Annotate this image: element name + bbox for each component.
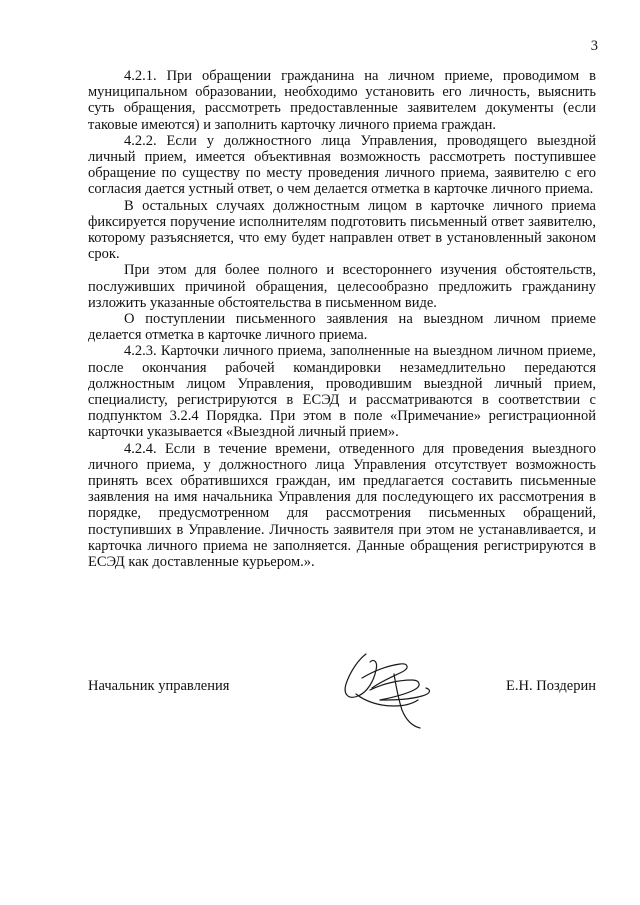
page-number: 3	[590, 38, 598, 54]
signatory-position: Начальник управления	[88, 678, 230, 694]
paragraph-4-2-1: 4.2.1. При обращении гражданина на личном приеме, проводимом в муниципальном образовании, необходимо установить его личность, выяснить суть обращения, рассмотреть предоставленные заявителем документы (если таковые имеются) и заполнить карточку личного приема граждан.	[88, 68, 596, 133]
signatory-name: Е.Н. Поздерин	[506, 678, 596, 694]
handwritten-signature	[336, 644, 436, 732]
paragraph-4-2-2: 4.2.2. Если у должностного лица Управления, проводящего выездной личный прием, имеется объективная возможность рассмотреть поступившее обращение по существу по месту проведения личного приема, заявителю с его согласия дается устный ответ, о чем делается отметка в карточке личного приема.	[88, 132, 596, 198]
paragraph-4-2-4: 4.2.4. Если в течение времени, отведенного для проведения выездного личного приема, у должностного лица Управления отсутствует возможность принять всех обратившихся граждан, им предлагается составить письменные заявления на имя начальника Управления для последующего их рассмотрения в порядке, предусмотренном для рассмотрения письменных обращений, поступивших в Управление. Личность заявителя при этом не устанавливается, и карточка личного приема не заполняется. Данные обращения регистрируются в ЕСЭД как доставленные курьером.».	[88, 440, 596, 571]
document-body	[88, 68, 596, 570]
paragraph-written-statement-note: О поступлении письменного заявления на выездном личном приеме делается отметка в карточке личного приема.	[88, 311, 596, 344]
paragraph-other-cases: В остальных случаях должностным лицом в карточке личного приема фиксируется поручение исполнителям подготовить письменный ответ заявителю, которому разъясняется, что ему будет направлен ответ в установленный законом срок.	[88, 197, 596, 263]
paragraph-4-2-3: 4.2.3. Карточки личного приема, заполненные на выездном личном приеме, после окончания рабочей командировки незамедлительно передаются должностным лицом Управления, проводившим выездной личный прием, специалисту, регистрируются в ЕСЭД и рассматриваются в соответствии с подпунктом 3.2.4 Порядка. При этом в поле «Примечание» регистрационной карточки указывается «Выездной личный прием».	[88, 343, 596, 441]
paragraph-written-form: При этом для более полного и всестороннего изучения обстоятельств, послуживших причиной обращения, целесообразно предложить гражданину изложить указанные обстоятельства в письменном виде.	[88, 262, 596, 311]
